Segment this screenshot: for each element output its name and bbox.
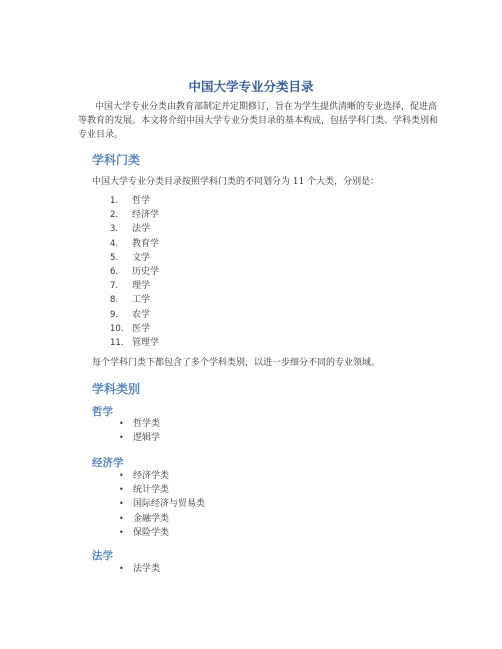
disciplines-lead-paragraph: 中国大学专业分类目录按照学科门类的不同划分为 11 个大类，分别是： <box>92 177 380 187</box>
bullet-icon: • <box>119 419 124 428</box>
list-item <box>110 237 159 251</box>
document-title: 中国大学专业分类目录 <box>188 79 314 94</box>
list-item <box>119 483 205 497</box>
list-item <box>110 279 159 293</box>
subheading-economics: 经济学 <box>92 457 124 469</box>
bullet-icon: • <box>119 485 124 495</box>
list-item-label: 法学 <box>132 224 151 235</box>
economics-list <box>119 469 205 540</box>
list-item <box>119 526 205 540</box>
list-item-label: 逻辑学 <box>133 433 161 444</box>
list-item <box>110 208 159 222</box>
list-item-label: 管理学 <box>132 337 160 348</box>
list-number: 4. <box>110 238 119 249</box>
list-item-label: 教育学 <box>132 238 160 249</box>
subheading-law: 法学 <box>92 550 113 562</box>
list-item <box>110 251 159 265</box>
list-item-label: 历史学 <box>132 266 160 277</box>
list-item-label: 文学 <box>132 252 151 263</box>
list-item-label: 金融学类 <box>133 513 170 524</box>
list-number: 3. <box>110 224 119 235</box>
list-number: 6. <box>110 266 119 277</box>
bullet-icon: • <box>119 433 124 443</box>
list-item <box>119 497 205 511</box>
list-number: 9. <box>110 309 119 320</box>
disciplines-closing-paragraph: 每个学科门类下都包含了多个学科类别，以进一步细分不同的专业领域。 <box>92 358 381 368</box>
list-item <box>119 562 160 576</box>
list-number: 8. <box>110 295 119 306</box>
list-item-label: 哲学类 <box>133 419 161 429</box>
list-item-label: 保险学类 <box>133 527 170 538</box>
list-number: 10. <box>110 323 124 334</box>
philosophy-list <box>119 417 160 445</box>
list-item <box>110 336 159 350</box>
list-item-label: 工学 <box>132 295 151 306</box>
law-list <box>119 562 160 576</box>
intro-paragraph: 中国大学专业分类由教育部制定并定期修订，旨在为学生提供清晰的专业选择，促进高等教育的发展。本文将介绍中国大学专业分类目录的基本构成，包括学科门类、学科类别和专业目录。 <box>78 102 439 140</box>
bullet-icon: • <box>119 527 124 537</box>
bullet-icon: • <box>119 564 124 573</box>
list-item-label: 国际经济与贸易类 <box>133 499 206 510</box>
list-item-label: 经济学 <box>132 210 160 221</box>
list-number: 2. <box>110 210 119 221</box>
list-number: 1. <box>110 196 119 206</box>
list-item <box>110 293 159 307</box>
discipline-list <box>110 194 159 350</box>
list-item-label: 理学 <box>132 281 151 292</box>
list-item-label: 经济学类 <box>133 471 170 481</box>
subheading-philosophy: 哲学 <box>92 406 113 418</box>
list-item-label: 法学类 <box>133 564 161 574</box>
list-item-label: 农学 <box>132 309 151 320</box>
list-item <box>110 308 159 322</box>
list-item <box>110 322 159 336</box>
list-item <box>119 417 160 431</box>
list-item <box>119 512 205 526</box>
list-number: 5. <box>110 252 119 263</box>
section-heading-categories: 学科类别 <box>92 382 141 396</box>
list-number: 7. <box>110 281 119 292</box>
bullet-icon: • <box>119 513 124 523</box>
list-item-label: 医学 <box>132 323 151 334</box>
list-item <box>110 265 159 279</box>
section-heading-disciplines: 学科门类 <box>92 153 141 167</box>
list-item <box>119 431 160 445</box>
list-item <box>110 194 159 208</box>
list-number: 11. <box>110 337 124 348</box>
list-item <box>110 222 159 236</box>
bullet-icon: • <box>119 499 124 509</box>
list-item <box>119 469 205 483</box>
list-item-label: 哲学 <box>132 196 151 206</box>
bullet-icon: • <box>119 471 124 480</box>
list-item-label: 统计学类 <box>133 485 170 496</box>
